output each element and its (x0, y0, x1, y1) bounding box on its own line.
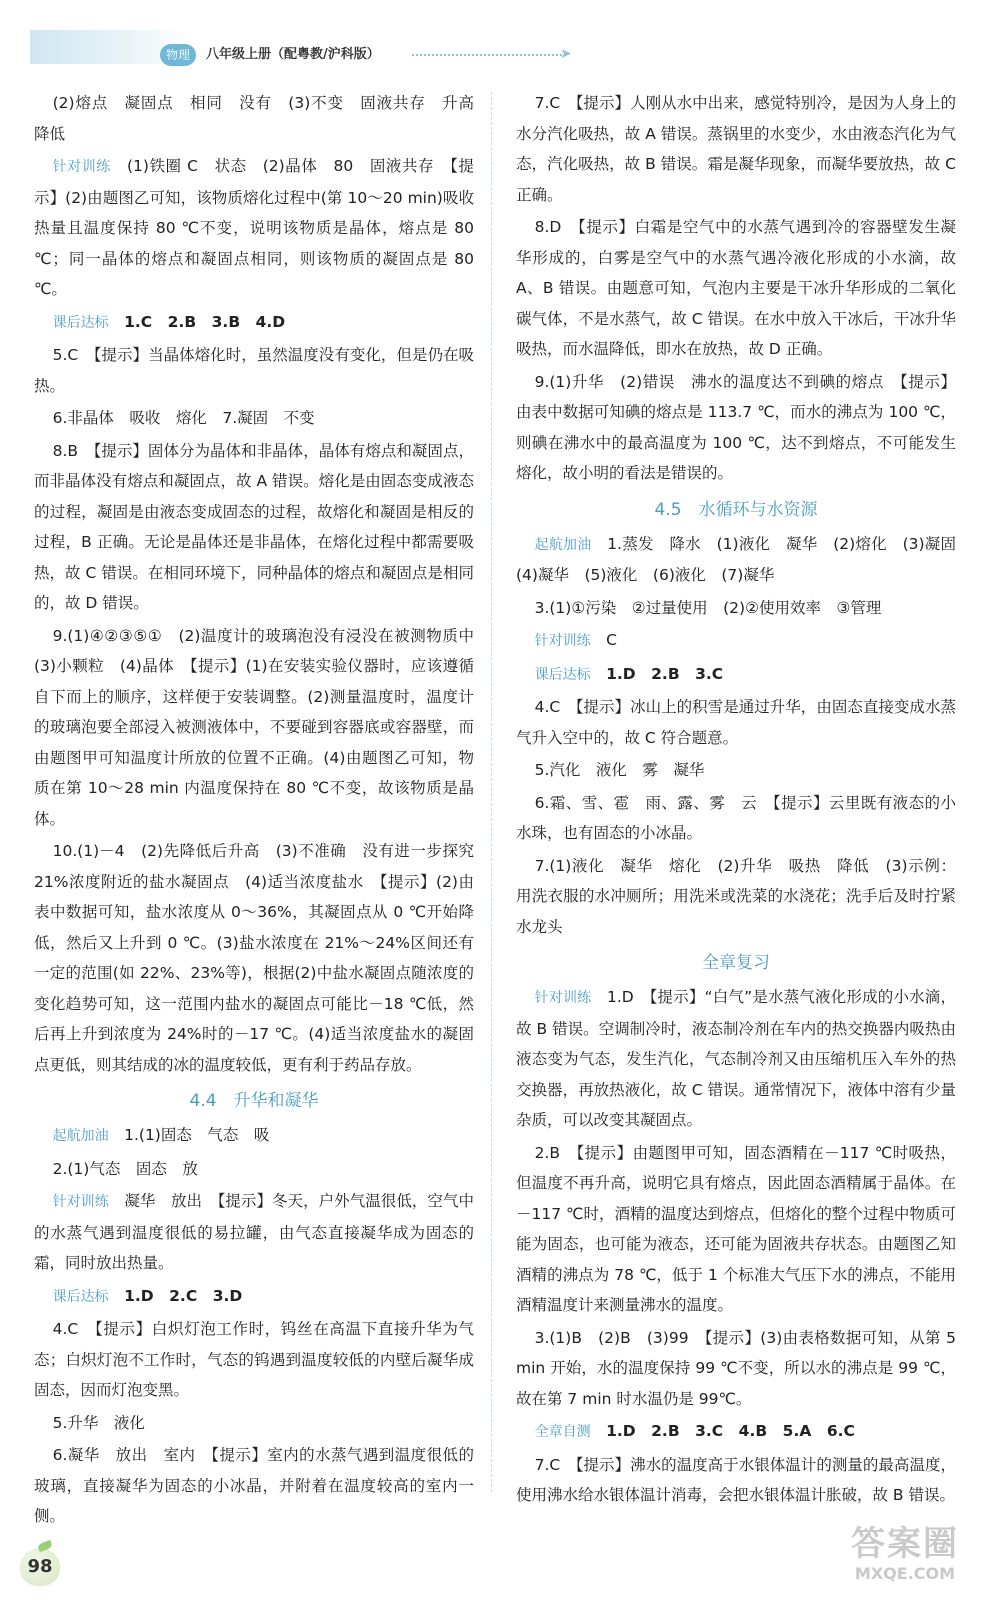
answer-text: (1)铁圈 C 状态 (2)晶体 80 固液共存 【提示】(2)由题图乙可知，该物质熔化过程中(第 10～20 min)吸收热量且温度保持 80 ℃不变，说明该物质是晶体，熔点是 80 ℃；同一晶体的熔点和凝固点相同，则该物质的凝固点是 80 ℃。 (34, 157, 475, 298)
answer-paragraph: 5.升华 液化 (52, 1413, 145, 1432)
answer-paragraph (516, 1416, 956, 1448)
answer-paragraph: 7.C 【提示】沸水的温度高于水银体温计的测量的最高温度，使用沸水给水银体温计消毒，会把水银体温计胀破，故 B 错误。 (516, 1455, 956, 1504)
section-label: 针对训练 (52, 1194, 109, 1210)
answer-paragraph: 6.凝华 放出 室内 【提示】室内的水蒸气遇到温度很低的玻璃，直接凝华为固态的小冰晶，并附着在温度较高的室内一侧。 (34, 1446, 474, 1525)
answer-paragraph (34, 307, 474, 339)
answer-paragraph (516, 625, 956, 657)
section-label: 全章自测 (534, 1424, 591, 1440)
page-header (0, 0, 996, 78)
watermark-logo: 答案圈 (851, 1524, 959, 1564)
answer-paragraph: 10.(1)－4 (2)先降低后升高 (3)不准确 没有进一步探究 21%浓度附近的盐水凝固点 (4)适当浓度盐水 【提示】(2)由表中数据可知，盐水浓度从 0～36%，其凝固点从 0 ℃开始降低，然后又上升到 0 ℃。(3)盐水浓度在 21%～24%区间还有一定的范围(如 22%、23%等)，根据(2)中盐水凝固点随浓度的变化趋势可知，这一范围内盐水的凝固点可能比－18 ℃低，然后再上升到浓度为 24%时的－17 ℃。(4)适当浓度盐水的凝固点更低，则其结成的冰的温度较低，更有利于药品存放。 (34, 842, 474, 1074)
answer-paragraph: 2.(1)气态 固态 放 (52, 1159, 198, 1178)
answer-text: 凝华 放出 【提示】冬天，户外气温很低，空气中的水蒸气遇到温度很低的易拉罐，由气态直接凝华成为固态的霜，同时放出热量。 (34, 1192, 474, 1272)
section-label: 针对训练 (52, 159, 111, 175)
answer-paragraph: 4.C 【提示】冰山上的积雪是通过升华，由固态直接变成水蒸气升入空中的，故 C 符合题意。 (516, 698, 956, 747)
section-label: 课后达标 (52, 1288, 109, 1305)
answer-text: 1.D 2.C 3.D (124, 1286, 243, 1305)
section-label: 课后达标 (52, 314, 109, 331)
answer-paragraph (516, 529, 972, 591)
answer-paragraph (516, 659, 956, 691)
section-label: 针对训练 (534, 633, 591, 649)
subject-badge: 物理 (160, 44, 196, 66)
answer-paragraph: 9.(1)升华 (2)错误 沸水的温度达不到碘的熔点 【提示】由表中数据可知碘的熔点是 113.7 ℃，而水的沸点为 100 ℃，则碘在沸水中的最高温度为 100 ℃，达不到熔点，不可能发生熔化，故小明的看法是错误的。 (516, 372, 956, 482)
answer-text: 1.D 2.B 3.C 4.B 5.A 6.C (606, 1422, 855, 1440)
column-divider (491, 92, 492, 1492)
answer-paragraph: 6.霜、雪、雹 雨、露、雾 云 【提示】云里既有液态的小水珠，也有固态的小冰晶。 (516, 793, 956, 842)
answer-paragraph (34, 151, 474, 305)
answer-text: 1.蒸发 降水 (1)液化 凝华 (2)熔化 (3)凝固 (4)凝华 (5)液化 (6)液化 (7)凝华 (516, 534, 972, 584)
section-heading: 4.4 升华和凝华 (189, 1091, 319, 1111)
answer-paragraph: 5.汽化 液化 雾 凝华 (534, 761, 705, 779)
section-heading: 全章复习 (702, 953, 770, 973)
answer-paragraph: (2)熔点 凝固点 相同 没有 (3)不变 固液共存 升高 降低 (34, 94, 490, 143)
answer-text: 1.C 2.B 3.B 4.D (124, 312, 286, 331)
answer-paragraph: 8.D 【提示】白霜是空气中的水蒸气遇到冷的容器壁发生凝华形成的，白雾是空气中的水蒸气遇冷液化形成的小水滴，故 A、B 错误。由题意可知，气泡内主要是干冰升华形成的二氧化碳气体，不是水蒸气，故 C 错误。在水中放入干冰后，干冰升华吸热，而水温降低，即水在放热，故 D 正确。 (516, 218, 956, 358)
page-number: 98 (27, 1556, 53, 1577)
section-label: 针对训练 (534, 990, 592, 1006)
answer-paragraph (34, 1186, 474, 1279)
answer-paragraph: 3.(1)B (2)B (3)99 【提示】(3)由表格数据可知，从第 5 min 开始，水的温度保持 99 ℃不变，所以水的沸点是 99 ℃，故在第 7 min 时水温仍是 99℃。 (516, 1328, 956, 1408)
answer-paragraph: 7.(1)液化 凝华 熔化 (2)升华 吸热 降低 (3)示例：用洗衣服的水冲厕所；用洗米或洗菜的水浇花；洗手后及时拧紧水龙头 (516, 856, 956, 936)
answer-paragraph: 3.(1)①污染 ②过量使用 (2)②使用效率 ③管理 (534, 598, 882, 617)
answer-text: C (606, 631, 617, 649)
answer-text: 1.(1)固态 气态 吸 (124, 1126, 270, 1144)
section-heading: 4.5 水循环与水资源 (654, 499, 818, 520)
answer-paragraph: 4.C 【提示】白炽灯泡工作时，钨丝在高温下直接升华为气态；白炽灯泡不工作时，气态的钨遇到温度较低的内壁后凝华成固态，因而灯泡变黑。 (34, 1320, 474, 1399)
right-column (516, 88, 972, 1513)
section-label: 起航加油 (534, 536, 592, 553)
answer-paragraph (34, 1281, 474, 1313)
answer-paragraph: 2.B 【提示】由题图甲可知，固态酒精在－117 ℃时吸热，但温度不再升高，说明它具有熔点，因此固态酒精属于晶体。在－117 ℃时，酒精的温度达到熔点，但熔化的整个过程中物质可能为固态，也可能为液态，还可能为固液共存状态。由题图乙知酒精的沸点为 78 ℃，低于 1 个标准大气压下水的沸点，不能用酒精温度计来测量沸水的温度。 (516, 1143, 956, 1314)
answer-paragraph: 7.C 【提示】人刚从水中出来，感觉特别冷，是因为人身上的水分汽化吸热，故 A 错误。蒸锅里的水变少，水由液态汽化为气态，汽化吸热，故 B 错误。霜是凝华现象，而凝华要放热，故 C 正确。 (516, 94, 956, 204)
answer-paragraph: 5.C 【提示】当晶体熔化时，虽然温度没有变化，但是仍在吸热。 (34, 346, 474, 395)
arrow-icon: ➤ (560, 46, 572, 62)
left-column (34, 88, 490, 1534)
answer-paragraph (516, 982, 956, 1136)
answer-paragraph: 6.非晶体 吸收 熔化 7.凝固 不变 (52, 409, 315, 427)
answer-paragraph: 8.B 【提示】固体分为晶体和非晶体，晶体有熔点和凝固点，而非晶体没有熔点和凝固点，故 A 错误。熔化是由固态变成液态的过程，凝固是由液态变成固态的过程，故熔化和凝固是相反的过程，B 正确。无论是晶体还是非晶体，在熔化过程中都需要吸热，故 C 错误。在相同环境下，同种晶体的熔点和凝固点是相同的，故 D 错误。 (34, 441, 474, 612)
watermark (830, 1524, 980, 1590)
section-label: 课后达标 (534, 666, 591, 683)
answer-text: 1.D 【提示】“白气”是水蒸气液化形成的小水滴，故 B 错误。空调制冷时，液态制冷剂在车内的热交换器内吸热由液态变为气态，发生汽化，气态制冷剂又由压缩机压入车外的热交换器，再放热液化，故 C 错误。通常情况下，液体中溶有少量杂质，可以改变其凝固点。 (516, 988, 956, 1129)
answer-paragraph: 9.(1)④②③⑤① (2)温度计的玻璃泡没有浸没在被测物质中 (3)小颗粒 (4)晶体 【提示】(1)在安装实验仪器时，应该遵循自下而上的顺序，这样便于安装调整。(2)测量温度时，温度计的玻璃泡要全部浸入被测液体中，不要碰到容器底或容器壁，而由题图甲可知温度计所放的位置不正确。(4)由题图乙可知，物质在第 10～28 min 内温度保持在 80 ℃不变，故该物质是晶体。 (34, 626, 490, 828)
book-info: 八年级上册（配粤教/沪科版） (206, 47, 380, 62)
answer-text: 1.D 2.B 3.C (606, 664, 724, 683)
header-dotted-line (412, 54, 562, 56)
watermark-url: MXQE.COM (854, 1564, 956, 1583)
section-label: 起航加油 (52, 1128, 109, 1144)
answer-paragraph (34, 1120, 474, 1152)
page-number-badge (18, 1544, 64, 1590)
